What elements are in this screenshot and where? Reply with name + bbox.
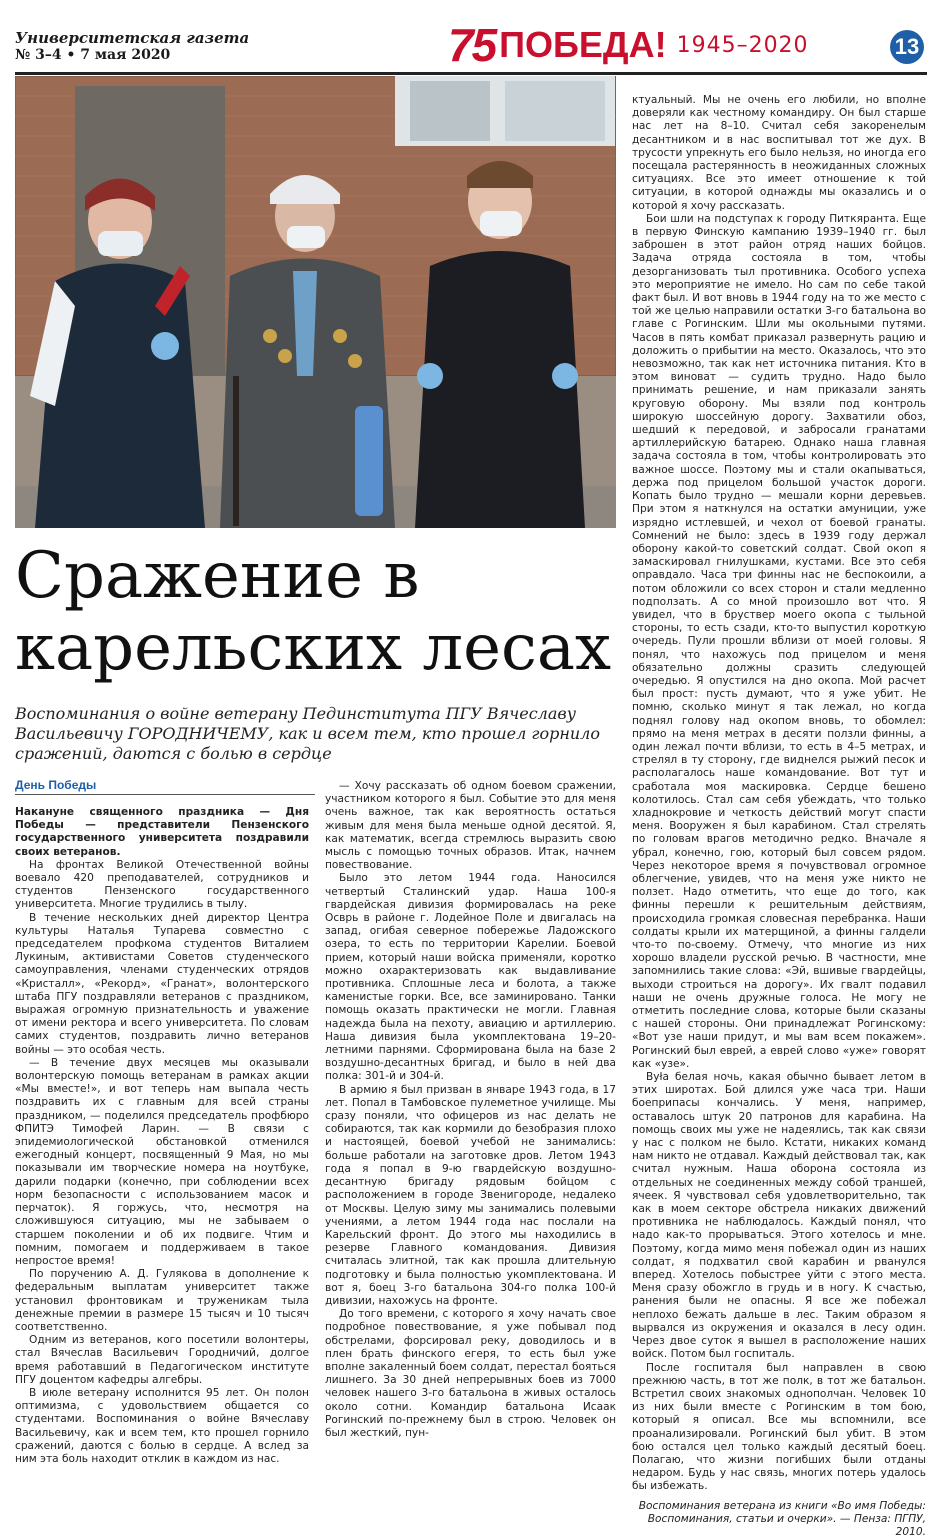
article-title [15,540,625,684]
logo-years: 1945–2020 [676,32,809,58]
paragraph: Była белая ночь, какая обычно бывает летом в этих широтах. Бой длился уже часа три. Наши боеприпасы кончались. У меня, например, оставалось штук 20 патронов для карабина. На помощь своих мы уже не надеялись, так как связи у нас с полком не было. Кстати, никаких команд нам никто не отдавал. Каждый действовал так, как считал нужным. Наша оборона состояла из отдельных не соединенных между собой траншей, ячеек. Я чувствовал себя удовлетворительно, так как в моем секторе обстрела никаких движений противника не наблюдалось. Каждый понял, что надо как-то прорываться. Этого хотелось и мне. Поэтому, когда мимо меня побежал один из наших солдат, я подхватил свой карабин и рванулся вперед. Хотелось побыстрее уйти с этого места. Меня сразу обожгло в грудь и в ногу. К счастью, ранения были не опасны. Я все же побежал неплохо бежать дальше в лес. Таким образом я вырвался из окружения и оказался в лесу один. Через двое суток я вышел в расположение наших войск. Потом был госпиталь. [632,1071,926,1361]
paragraph: По поручению А. Д. Гулякова в дополнение к федеральным выплатам университет также установил фронтовикам и труженикам тыла денежные премии в размере 15 тысяч и 10 тысяч соответственно. [15,1268,309,1333]
paragraph: После госпиталя был направлен в свою прежнюю часть, в тот же полк, в тот же батальон. Встретил своих знакомых однополчан. Человек 10 из них были вместе с Рогинским в том бою, который я описал. Все мы вспомнили, все проанализировали. Рогинский был убит. В этом бою остался цел только каждый десятый боец. Полагаю, что жизни погибших были отданы недаром. Будь у нас связь, многих потерь удалось бы избежать. [632,1361,926,1493]
title-line-2: карельских лесах [15,611,612,685]
paragraph: На фронтах Великой Отечественной войны воевало 420 преподавателей, сотрудников и студентов Пензенского государственного университета. Многие трудились в тылу. [15,858,309,911]
paragraph: Одним из ветеранов, кого посетили волонтеры, стал Вячеслав Васильевич Городничий, долгое время работавший в Педагогическом институте ПГУ доцентом кафедры алгебры. [15,1334,309,1386]
paragraph: До того времени, с которого я хочу начать свое подробное повествование, я уже побывал под обстрелами, форсировал реку, доводилось и в плен брать финского егеря, то есть был уже вполне закаленный боем солдат, перестал бояться лишнего. За 30 дней непрерывных боев из 7000 человек нашего 3-го батальона в живых осталось около сотни. Командир батальона Исаак Рогинский по-прежнему был в строю. Человек он был жесткий, пун- [325,1308,616,1439]
paragraph: — Хочу рассказать об одном боевом сражении, участником которого я был. Событие это для меня очень важное, так как вероятность остаться живым для меня была меньше одной десятой. Я, как математик, всегда стремлюсь выразить свою мысль с помощью точных образов. Итак, начнем повествование. [325,780,616,872]
article-subtitle: Воспоминания о войне ветерану Пединститута ПГУ Вячеславу Васильевичу ГОРОДНИЧЕМУ, как и всем тем, кто прошел горнило сражений, даются с болью в сердце [15,704,600,763]
rubric-label: День Победы [15,778,315,795]
title-line-1: Сражение в [15,539,420,613]
paragraph: В течение нескольких дней директор Центра культуры Наталья Тупарева совместно с председателем профкома студентов Виталием Лукиным, активистами Советов студенческого самоуправления, членами студенческих отрядов «Кристалл», «Рекорд», «Гранат», волонтерского штаба ПГУ поздравляли ветеранов с праздником, выражая огромную признательность и уважение от имени ректора и всего университета. По словам самих студентов, поздравить лично ветеранов войны — это особая честь. [15,911,309,1056]
paragraph: В июле ветерану исполнится 95 лет. Он полон оптимизма, с удовольствием общается со студентами. Воспоминания о войне Вячеславу Васильевичу, как и всем тем, кто прошел горнило сражений, даются с болью в сердце. А вслед за ним эта боль находит отклик в каждом из нас. [15,1386,309,1465]
header-rule [15,72,927,75]
paragraph: В армию я был призван в январе 1943 года, в 17 лет. Попал в Тамбовское пулеметное училище. Мы сразу поняли, что офицеров из нас делать не собираются, так как кормили до безобразия плохо и настоящей, боевой учебой не занимались: больше работали на заготовке дров. Летом 1943 года я попал в 9-ю гвардейскую воздушно-десантную бригаду рядовым бойцом с расположением в городе Звенигороде, недалеко от Москвы. Целую зиму мы занимались полевыми учениями, а летом 1944 года нас послали на Карельский фронт. До этого мы находились в резерве Главного командования. Дивизия считалась элитной, так как прошла длительную подготовку и была полностью укомплектована. И вот я, боец 3-го батальона 304-го полка 100-й дивизии, нахожусь на фронте. [325,1083,616,1307]
logo-number: 75 [448,19,496,71]
paragraph: Было это летом 1944 года. Наносился четвертый Сталинский удар. Наша 100-я гвардейская дивизия формировалась на реке Осврь в районе г. Лодейное Поле и двигалась на запад, огибая северное побережье Ладожского озера, то есть по территории Карелии. Боевой прием, который наши войска применяли, коротко можно охарактеризовать как выдавливание противника. Сплошные леса и болота, а также каменистые горки. Все, все заминировано. Танки помощь оказать практически не могли. Главная надежда была на пехоту, авиацию и артиллерию. Наша дивизия была укомплектована 19–20-летними парнями. Сформирована была на базе 2 воздушно-десантных бригад, и было в ней два полка: 301-й и 304-й. [325,872,616,1083]
source-note: Воспоминания ветерана из книги «Во имя Победы: Воспоминания, статьи и очерки». — Пенза: ПГПУ, 2010. [638,1499,926,1538]
masthead [15,30,249,64]
paragraph: ктуальный. Мы не очень его любили, но вполне доверяли как честному командиру. Он был старше нас лет на 8–10. Считал себя закоренелым десантником и в нас воспитывал тот же дух. В трусости упрекнуть его было нельзя, но иногда его посещала растерянность в неожиданных сложных ситуациях. Все это имеет отношение к той ситуации, в которой однажды мы оказались и о которой я хочу рассказать. [632,94,926,212]
issue-date: № 3–4 • 7 мая 2020 [15,47,171,63]
victory-logo [448,20,809,70]
text-column-1 [15,806,309,1466]
paragraph: Бои шли на подступах к городу Питкяранта. Еще в первую Финскую кампанию 1939–1940 гг. был заброшен в этот район отряд наших бойцов. Задача отряда состояла в том, чтобы дезорганизовать тыл противника. Особого успеха это мероприятие не имело. Но сам по себе такой факт был. И вот вновь в 1944 году на то же место с той же целью направили остатки 3-го батальона во главе с Рогинским. Шли мы окольными путями. Часов в пять комбат приказал развернуть рацию и доложить о прибытии на место. Оказалось, что это невозможно, так как нет источника питания. Кто в этом виноват — судить трудно. Надо было принимать решение, и нам приказали занять круговую оборону. Мы взяли под контроль широкую шоссейную дорогу. Захватили обоз, шедший к передовой, и забросали гранатами артиллерийскую батарею. Однако наша главная задача состояла в том, чтобы контролировать это важное шоссе. Поэтому мы и стали окапываться, держа под прицелом большой участок дороги. Копать было трудно — мешали корни деревьев. При этом я наткнулся на остатки амуниции, уже изрядно истлевшей, и чехол от боевой гранаты. Сомнений не было: здесь в 1939 году держал оборону какой-то советский солдат. Свой окоп я замаскировал гнилушками, кустами. Все это себя оправдало. Часа три финны нас не беспокоили, а потом обложили со всех сторон и стали медленно подползать. А со мной произошло вот что. Я увидел, что в бруствер моего окопа с тыльной стороны, то есть сзади, кто-то выпустил короткую очередь. Пули прошли вблизи от моей головы. Я понял, что нахожусь под прицелом и меня обязательно должны сразить следующей очередью. Я опустился на дно окопа. Мой расчет был прост: пусть думают, что я уже убит. Не помню, сколько минут я так лежал, но когда поднял голову над окопом вновь, то обомлел: прямо на меня метрах в десяти ползли финны, а один лежал почти вблизи, то есть в 4–5 метрах, и стрелял в ту сторону, где виднелся рыжий песок и располагалось наше командование. Вот тут и сработала моя маскировка. Сердце бешено колотилось. Стал сам себя убеждать, что только хладнокровие и четкость действий могут спасти меня. Вооружен я был карабином. Стал стрелять по головам врагов методично редко. Вначале я убрал, конечно, гою, который был совсем рядом. Через некоторое время я почувствовал огромное облегчение, увидев, что на меня уже никто не ползет. Надо отметить, что еще до того, как финны перешли к решительным действиям, происходила громкая словесная перебранка. Наши солдаты крыли их матерщиной, а финны галдели что-то по-своему. Отмечу, что многие из них хорошо владели русской речью. В частности, мне запомнились такие слова: «Эй, вшивые гвардейцы, выходи строиться на дорогу». Их гвалт подавил наши не очень дружные голоса. Не могу не отметить последние слова, которые были сказаны с нашей стороны. Они принадлежат Рогинскому: «Вот узе наши придут, и мы вам всем покажем». Рогинский был еврей, а еврей слово «уже» говорят как «узе». [632,212,926,1070]
paragraph: — В течение двух месяцев мы оказывали волонтерскую помощь ветеранам в рамках акции «Мы вместе!», и вот теперь нам выпала честь поздравить их с главным для всей страны праздником, — поделился председатель профбюро ФПИТЭ Тимофей Ларин. — В связи с эпидемиологической обстановкой отменился ежегодный концерт, посвященный 9 Мая, но мы показывали им творческие номера на ноутбуке, дарили подарки (конечно, при соблюдении всех норм безопасности с использованием масок и перчаток). Я горжусь, что, несмотря на сложившуюся ситуацию, мы не забываем о старшем поколении и об их подвиге. Чтим и помним, помогаем и поддерживаем в такое непростое время! [15,1056,309,1267]
logo-word: ПОБЕДА! [499,24,667,65]
page-number-badge: 13 [890,30,924,64]
article-photo [15,76,616,528]
text-column-2 [325,780,616,1440]
lead-paragraph: Накануне священного праздника — Дня Победы — представители Пензенского государственного университета поздравили своих ветеранов. [15,806,309,858]
publication-name: Университетская газета [15,29,250,47]
text-column-3 [632,94,926,1539]
